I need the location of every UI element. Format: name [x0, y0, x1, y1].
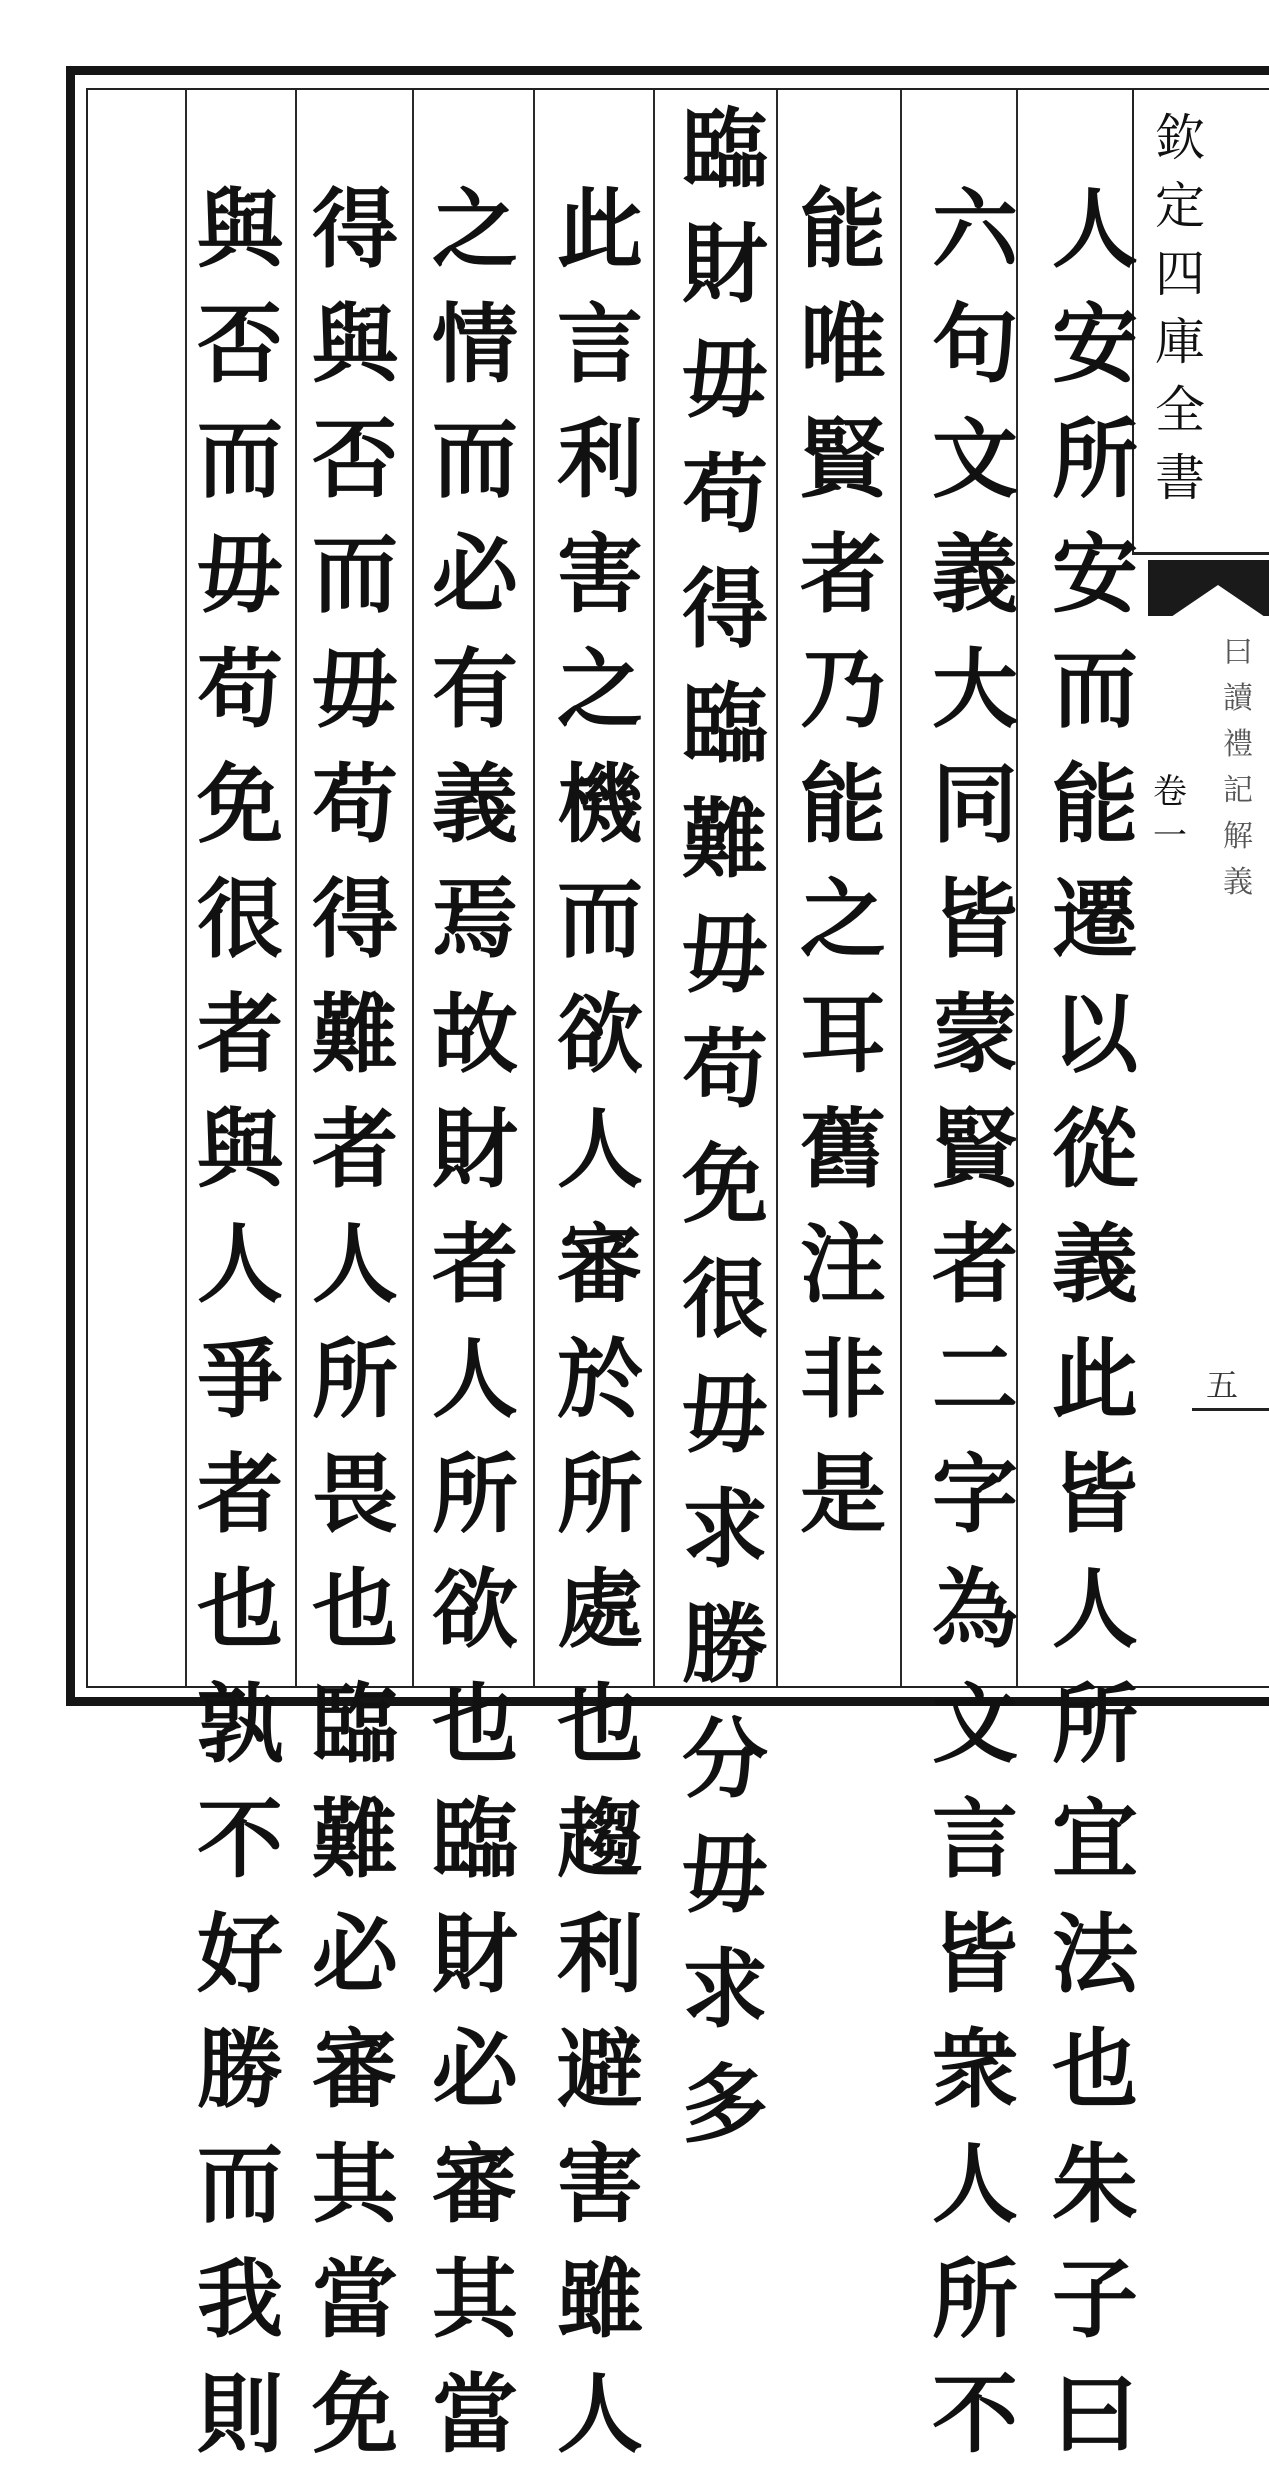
character: 者 [932, 1214, 1018, 1315]
character: 苟 [312, 754, 398, 855]
character: 文 [932, 409, 1018, 510]
text-column-8 [185, 172, 295, 2465]
character: 注 [800, 1214, 886, 1315]
character: 人 [312, 1214, 398, 1315]
character: 能 [800, 754, 886, 855]
character: 人 [197, 1214, 283, 1315]
character: 孰 [197, 1674, 283, 1775]
character: 所 [1052, 1674, 1138, 1775]
character: 唯 [800, 294, 886, 395]
text-column-5 [545, 172, 655, 2465]
character: 所 [557, 1444, 643, 1545]
character: 得 [312, 869, 398, 970]
character: 義 [1052, 1214, 1138, 1315]
character: 財 [432, 1904, 518, 2005]
character: 害 [557, 524, 643, 625]
character: 於 [557, 1329, 643, 1430]
character: 能 [1052, 754, 1138, 855]
character: 人 [557, 1099, 643, 1200]
character: 而 [312, 524, 398, 625]
character: 解 [1223, 819, 1253, 854]
character: 遷 [1052, 869, 1138, 970]
character: 好 [197, 1904, 283, 2005]
text-column-2 [920, 172, 1030, 2465]
character: 毋 [682, 904, 768, 1005]
character: 之 [557, 639, 643, 740]
character: 當 [432, 2364, 518, 2465]
character: 讀 [1223, 681, 1253, 716]
character: 必 [432, 524, 518, 625]
character: 利 [557, 1904, 643, 2005]
character: 欲 [557, 984, 643, 1085]
character: 者 [800, 524, 886, 625]
book-title [1142, 104, 1218, 512]
character: 者 [432, 1214, 518, 1315]
text-column-1 [1040, 172, 1150, 2465]
character: 同 [932, 754, 1018, 855]
character: 臨 [682, 99, 768, 200]
character: 分 [682, 1709, 768, 1810]
character: 法 [1052, 1904, 1138, 2005]
character: 者 [197, 984, 283, 1085]
character: 六 [932, 179, 1018, 280]
character: 曰 [1052, 2364, 1138, 2465]
character: 難 [312, 1789, 398, 1890]
character: 我 [197, 2249, 283, 2350]
character: 義 [1223, 865, 1253, 900]
character: 所 [1052, 409, 1138, 510]
character: 全 [1155, 381, 1205, 439]
character: 情 [432, 294, 518, 395]
character: 安 [1052, 294, 1138, 395]
character: 爭 [197, 1329, 283, 1430]
character: 禮 [1223, 727, 1253, 762]
character: 非 [800, 1329, 886, 1430]
character: 蒙 [932, 984, 1018, 1085]
character: 言 [932, 1789, 1018, 1890]
character: 也 [312, 1559, 398, 1660]
character: 故 [432, 984, 518, 1085]
character: 與 [312, 294, 398, 395]
character: 是 [800, 1444, 886, 1545]
character: 毋 [197, 524, 283, 625]
character: 有 [432, 639, 518, 740]
text-column-7 [300, 172, 410, 2465]
character: 二 [932, 1329, 1018, 1430]
character: 曰 [1223, 635, 1253, 670]
character: 苟 [682, 1019, 768, 1120]
text-column-4 [670, 92, 780, 2155]
character: 機 [557, 754, 643, 855]
character: 賢 [932, 1099, 1018, 1200]
character: 毋 [312, 639, 398, 740]
character: 賢 [800, 409, 886, 510]
character: 苟 [682, 444, 768, 545]
character: 大 [932, 639, 1018, 740]
character: 義 [932, 524, 1018, 625]
character: 此 [557, 179, 643, 280]
character: 義 [432, 754, 518, 855]
character: 免 [682, 1134, 768, 1235]
character: 字 [932, 1444, 1018, 1545]
character: 求 [682, 1939, 768, 2040]
character: 苟 [197, 639, 283, 740]
column-rule [412, 90, 414, 1686]
column-rule [900, 90, 902, 1686]
character: 也 [197, 1559, 283, 1660]
character: 難 [312, 984, 398, 1085]
character: 欽 [1155, 109, 1205, 167]
character: 而 [557, 869, 643, 970]
character: 免 [197, 754, 283, 855]
character: 一 [1153, 816, 1187, 856]
character: 害 [557, 2134, 643, 2235]
character: 得 [312, 179, 398, 280]
character: 從 [1052, 1099, 1138, 1200]
character: 勝 [197, 2019, 283, 2120]
folio-rule [1192, 1408, 1269, 1411]
character: 審 [312, 2019, 398, 2120]
column-rule [295, 90, 297, 1686]
character: 之 [432, 179, 518, 280]
character: 其 [432, 2249, 518, 2350]
character: 不 [932, 2364, 1018, 2465]
column-rule [533, 90, 535, 1686]
character: 而 [197, 2134, 283, 2235]
character: 為 [932, 1559, 1018, 1660]
character: 必 [432, 2019, 518, 2120]
character: 避 [557, 2019, 643, 2120]
character: 此 [1052, 1329, 1138, 1430]
character: 而 [1052, 639, 1138, 740]
character: 不 [197, 1789, 283, 1890]
character: 勝 [682, 1594, 768, 1695]
character: 舊 [800, 1099, 886, 1200]
character: 乃 [800, 639, 886, 740]
character: 趨 [557, 1789, 643, 1890]
character: 皆 [932, 1904, 1018, 2005]
character: 焉 [432, 869, 518, 970]
character: 其 [312, 2134, 398, 2235]
character: 所 [432, 1444, 518, 1545]
character: 與 [197, 1099, 283, 1200]
character: 朱 [1052, 2134, 1138, 2235]
character: 言 [557, 294, 643, 395]
fish-tail-notch [1168, 585, 1268, 619]
character: 多 [682, 2054, 768, 2155]
character: 臨 [682, 674, 768, 775]
character: 畏 [312, 1444, 398, 1545]
character: 皆 [932, 869, 1018, 970]
character: 者 [312, 1099, 398, 1200]
character: 人 [1052, 1559, 1138, 1660]
folio-number: 五 [1206, 1366, 1239, 1404]
character: 當 [312, 2249, 398, 2350]
character: 皆 [1052, 1444, 1138, 1545]
character: 子 [1052, 2249, 1138, 2350]
character: 審 [432, 2134, 518, 2235]
character: 則 [197, 2364, 283, 2465]
character: 臨 [312, 1674, 398, 1775]
character: 很 [197, 869, 283, 970]
character: 免 [312, 2364, 398, 2465]
character: 很 [682, 1249, 768, 1350]
character: 也 [432, 1674, 518, 1775]
character: 之 [800, 869, 886, 970]
character: 否 [312, 409, 398, 510]
character: 毋 [682, 329, 768, 430]
character: 求 [682, 1479, 768, 1580]
character: 審 [557, 1214, 643, 1315]
character: 毋 [682, 1364, 768, 1465]
character: 耳 [800, 984, 886, 1085]
character: 難 [682, 789, 768, 890]
character: 與 [197, 179, 283, 280]
character: 也 [557, 1674, 643, 1775]
text-column-6 [420, 172, 530, 2465]
character: 以 [1052, 984, 1138, 1085]
character: 而 [197, 409, 283, 510]
character: 財 [432, 1099, 518, 1200]
character: 宜 [1052, 1789, 1138, 1890]
character: 記 [1223, 773, 1253, 808]
character: 欲 [432, 1559, 518, 1660]
character: 也 [1052, 2019, 1138, 2120]
character: 毋 [682, 1824, 768, 1925]
character: 雖 [557, 2249, 643, 2350]
character: 否 [197, 294, 283, 395]
character: 庫 [1155, 313, 1205, 371]
character: 處 [557, 1559, 643, 1660]
character: 安 [1052, 524, 1138, 625]
character: 人 [557, 2364, 643, 2465]
text-column-3 [788, 172, 898, 1692]
character: 所 [932, 2249, 1018, 2350]
character: 句 [932, 294, 1018, 395]
character: 所 [312, 1329, 398, 1430]
character: 人 [1052, 179, 1138, 280]
character: 人 [432, 1329, 518, 1430]
character: 四 [1155, 245, 1205, 303]
character: 書 [1155, 449, 1205, 507]
character: 必 [312, 1904, 398, 2005]
character: 定 [1155, 177, 1205, 235]
character: 文 [932, 1674, 1018, 1775]
character: 利 [557, 409, 643, 510]
book-subtitle [1218, 630, 1258, 906]
character: 臨 [432, 1789, 518, 1890]
character: 人 [932, 2134, 1018, 2235]
character: 卷 [1153, 772, 1187, 812]
character: 財 [682, 214, 768, 315]
character: 者 [197, 1444, 283, 1545]
character: 而 [432, 409, 518, 510]
character: 能 [800, 179, 886, 280]
character: 衆 [932, 2019, 1018, 2120]
character: 得 [682, 559, 768, 660]
